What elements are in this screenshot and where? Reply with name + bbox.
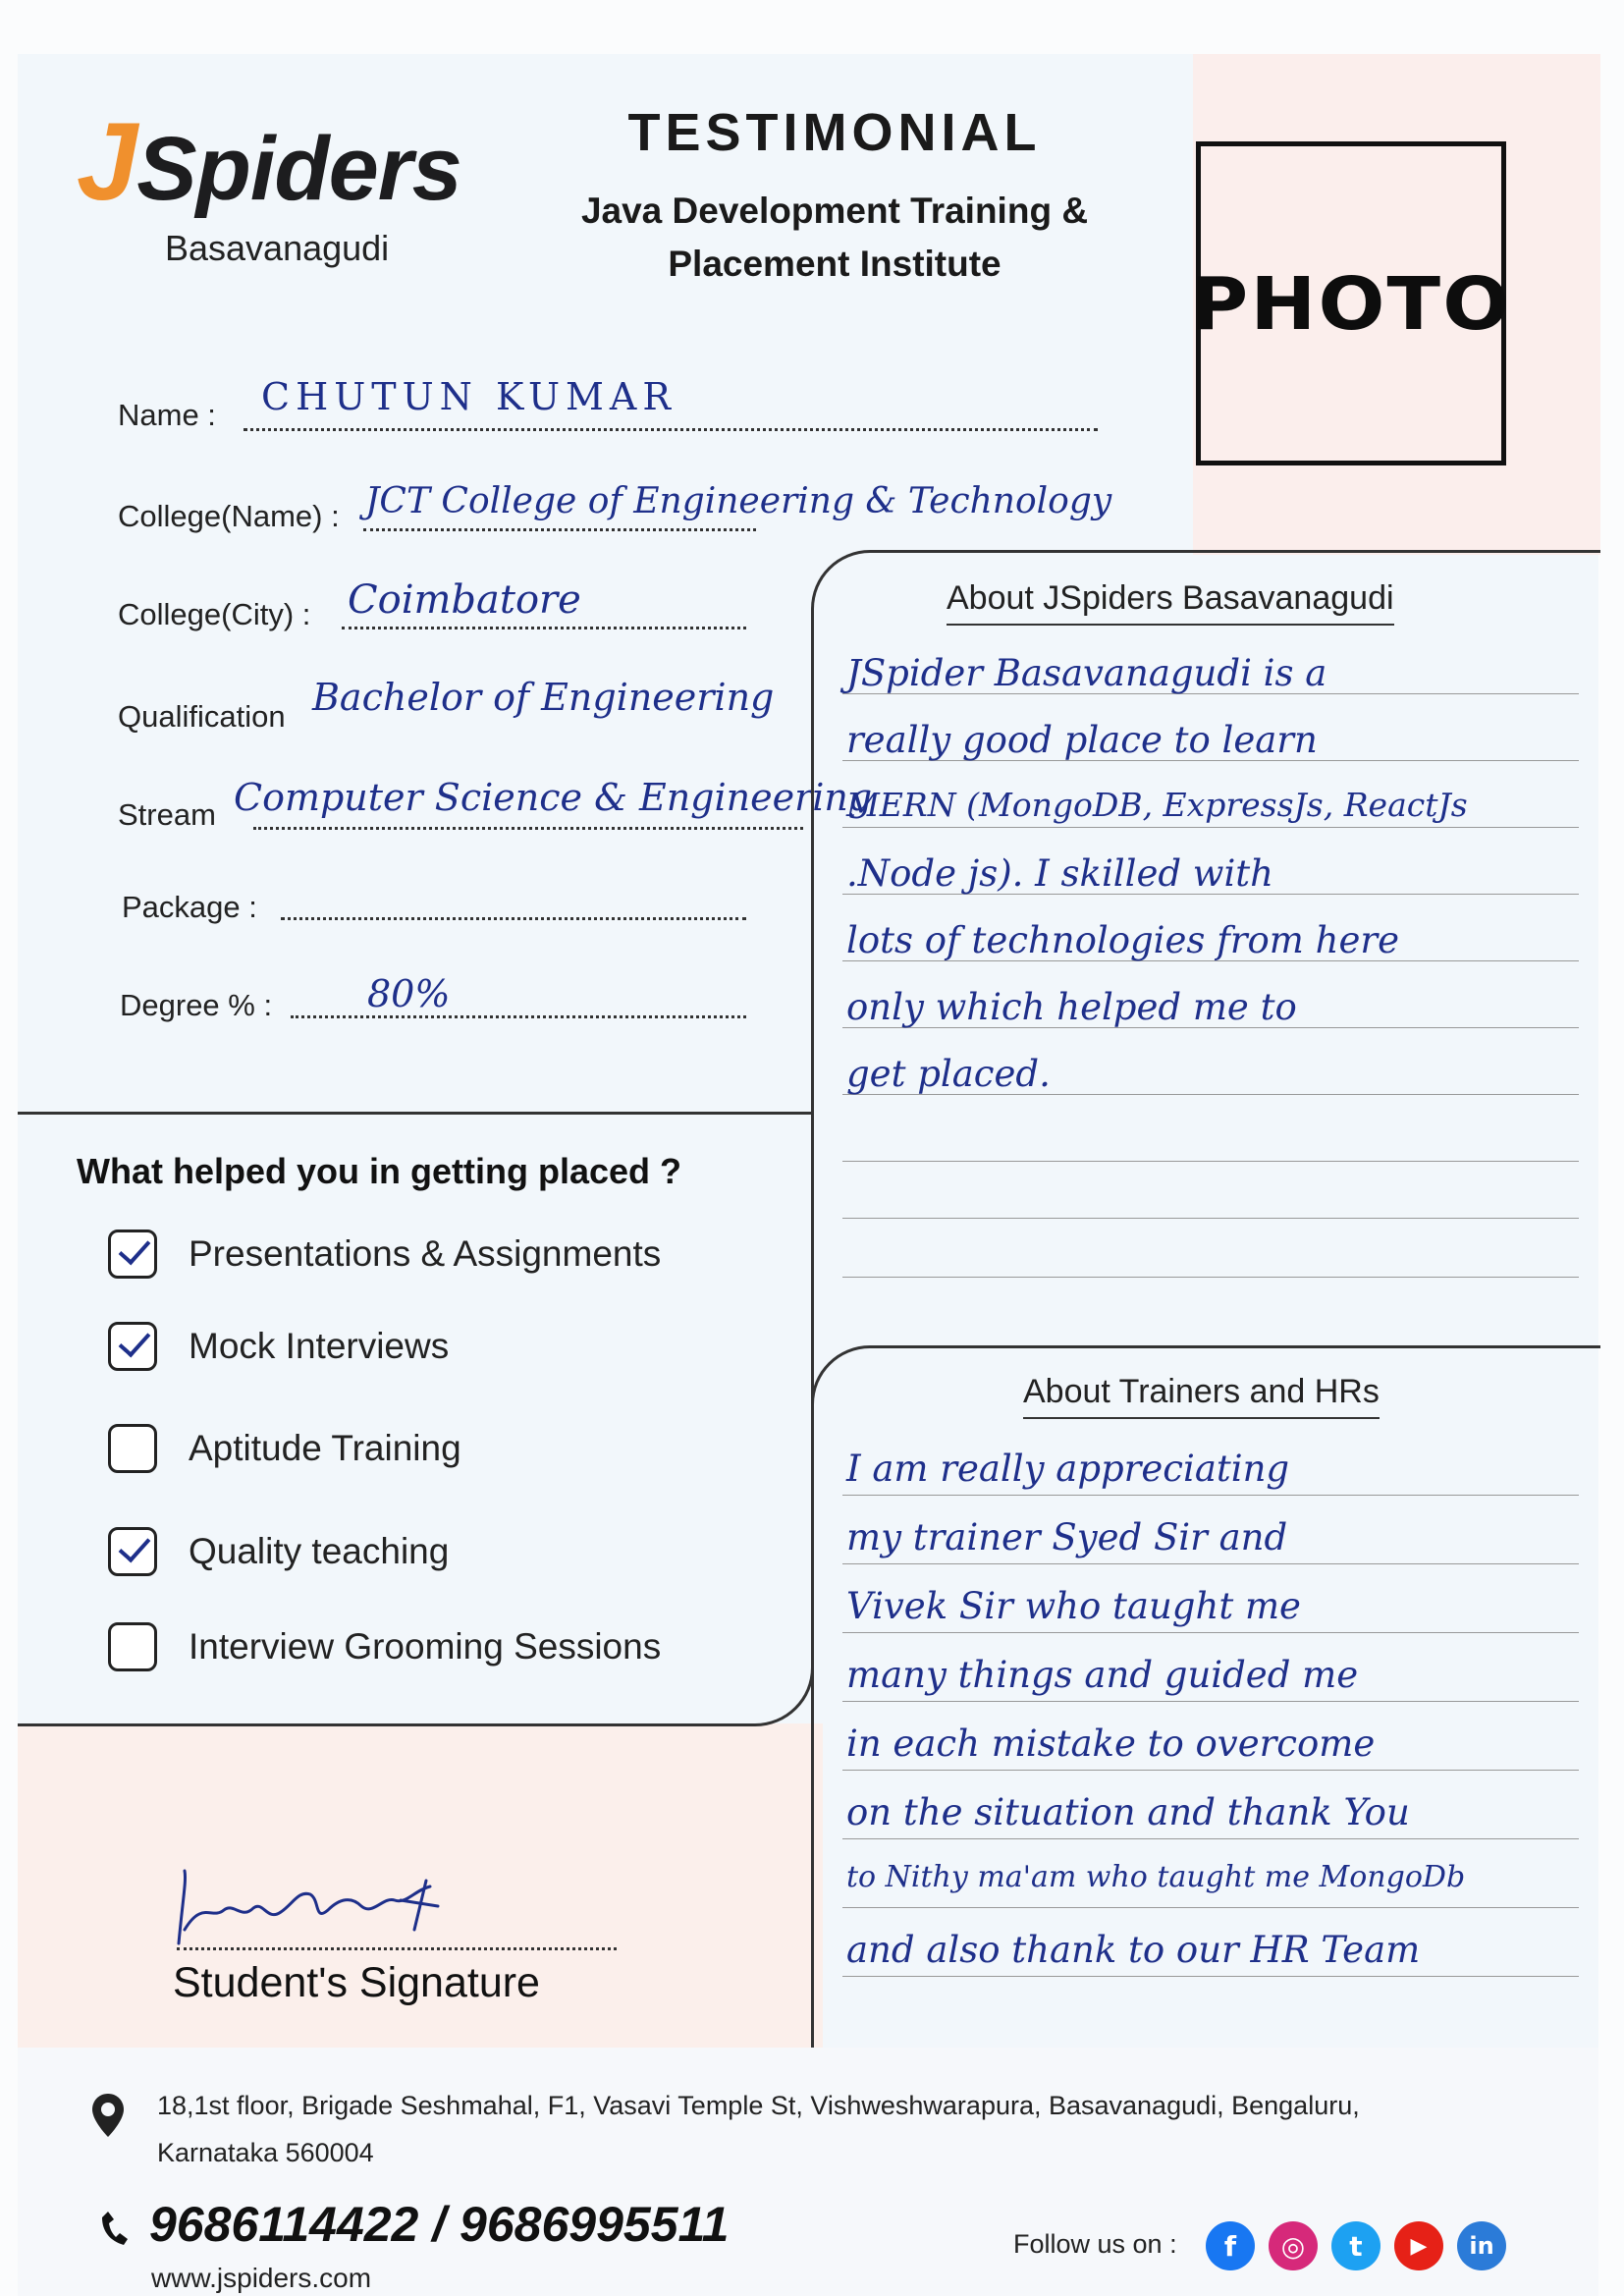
- about-trainers-title: About Trainers and HRs: [1023, 1373, 1380, 1419]
- signature-dotted-line: [177, 1947, 617, 1950]
- photo-placeholder: [1190, 141, 1512, 465]
- signature-label: Student's Signature: [173, 1959, 540, 2006]
- writing-rule: [842, 1277, 1579, 1278]
- writing-rule: [842, 1907, 1579, 1908]
- about-jspiders-line: really good place to learn: [846, 719, 1318, 761]
- stream-label: Stream: [118, 797, 216, 832]
- about-jspiders-line: get placed.: [846, 1053, 1051, 1095]
- option-quality-teaching[interactable]: [108, 1527, 449, 1576]
- about-jspiders-title: About JSpiders Basavanagudi: [947, 579, 1394, 626]
- college-name-value: JCT College of Engineering & Technology: [365, 481, 1112, 521]
- qualification-value: Bachelor of Engineering: [312, 676, 775, 719]
- page-title: TESTIMONIAL: [627, 103, 1042, 162]
- about-trainers-line: many things and guided me: [846, 1654, 1359, 1696]
- option-label: Mock Interviews: [189, 1326, 450, 1366]
- address-line: Karnataka 560004: [157, 2138, 374, 2167]
- package-label: Package :: [122, 890, 257, 924]
- writing-rule: [842, 1701, 1579, 1702]
- about-jspiders-line: only which helped me to: [846, 986, 1297, 1028]
- stream-dotted-line: [253, 827, 803, 830]
- writing-rule: [842, 1161, 1579, 1162]
- linkedin-icon[interactable]: in: [1457, 2221, 1506, 2270]
- name-value: CHUTUN KUMAR: [261, 375, 677, 418]
- photo-label: PHOTO: [1190, 262, 1512, 347]
- option-label: Aptitude Training: [189, 1428, 461, 1468]
- name-label: Name :: [118, 398, 216, 432]
- jspiders-logo: JSpiders: [77, 100, 461, 223]
- option-interview-grooming[interactable]: [108, 1622, 661, 1671]
- college-name-dotted-line: [363, 528, 756, 531]
- option-mock-interviews[interactable]: [108, 1322, 449, 1371]
- twitter-icon[interactable]: t: [1331, 2221, 1380, 2270]
- about-trainers-line: I am really appreciating: [846, 1448, 1290, 1490]
- phone-numbers[interactable]: 9686114422 / 9686995511: [149, 2197, 730, 2252]
- writing-rule: [842, 1563, 1579, 1564]
- checkbox[interactable]: [108, 1622, 157, 1671]
- name-dotted-line: [244, 428, 1098, 431]
- college-name-label: College(Name) :: [118, 499, 340, 533]
- option-label: Quality teaching: [189, 1531, 450, 1571]
- about-jspiders-line: MERN (MongoDB, ExpressJs, ReactJs: [846, 786, 1468, 824]
- student-signature-scrawl: [173, 1861, 448, 1949]
- page-subtitle: [511, 185, 1159, 291]
- about-jspiders-line: JSpider Basavanagudi is a: [846, 652, 1327, 694]
- check-mark-icon: [119, 1530, 151, 1563]
- writing-rule: [842, 1770, 1579, 1771]
- facebook-icon[interactable]: f: [1206, 2221, 1255, 2270]
- package-dotted-line: [281, 917, 746, 920]
- college-city-label: College(City) :: [118, 597, 311, 631]
- qualification-label: Qualification: [118, 699, 286, 734]
- follow-label: Follow us on :: [1013, 2229, 1177, 2259]
- checkbox[interactable]: [108, 1230, 157, 1279]
- branch-name: Basavanagudi: [165, 228, 390, 268]
- about-trainers-line: Vivek Sir who taught me: [846, 1585, 1301, 1627]
- about-trainers-line: to Nithy ma'am who taught me MongoDb: [846, 1860, 1466, 1894]
- option-label: Presentations & Assignments: [189, 1233, 662, 1274]
- stream-value: Computer Science & Engineering: [234, 776, 873, 819]
- subtitle-line: Java Development Training &: [580, 191, 1089, 231]
- option-aptitude-training[interactable]: [108, 1424, 461, 1473]
- address: [157, 2082, 1532, 2176]
- degree-label: Degree % :: [120, 988, 273, 1022]
- college-city-value: Coimbatore: [348, 577, 581, 623]
- checkbox[interactable]: [108, 1527, 157, 1576]
- option-label: Interview Grooming Sessions: [189, 1626, 662, 1667]
- about-trainers-line: my trainer Syed Sir and: [846, 1516, 1288, 1558]
- placement-question: What helped you in getting placed ?: [77, 1151, 682, 1191]
- phone-icon: [98, 2208, 130, 2247]
- writing-rule: [842, 1218, 1579, 1219]
- writing-rule: [842, 827, 1579, 828]
- checkbox[interactable]: [108, 1322, 157, 1371]
- address-line: 18,1st floor, Brigade Seshmahal, F1, Vasavi Temple St, Vishweshwarapura, Basavanagudi, Bengaluru,: [157, 2091, 1360, 2120]
- subtitle-line: Placement Institute: [668, 244, 1001, 284]
- about-jspiders-line: lots of technologies from here: [846, 919, 1399, 961]
- about-jspiders-line: .Node js). I skilled with: [846, 852, 1274, 895]
- location-pin-icon: [90, 2092, 126, 2139]
- degree-dotted-line: [291, 1015, 746, 1018]
- about-trainers-line: and also thank to our HR Team: [846, 1929, 1421, 1971]
- check-mark-icon: [119, 1232, 151, 1266]
- degree-value: 80%: [367, 972, 451, 1015]
- check-mark-icon: [119, 1325, 151, 1358]
- college-city-dotted-line: [342, 627, 746, 629]
- writing-rule: [842, 1838, 1579, 1839]
- option-presentations[interactable]: [108, 1230, 661, 1279]
- youtube-icon[interactable]: ▶: [1394, 2221, 1443, 2270]
- about-trainers-line: on the situation and thank You: [846, 1791, 1410, 1833]
- writing-rule: [842, 1495, 1579, 1496]
- writing-rule: [842, 1976, 1579, 1977]
- website-link[interactable]: www.jspiders.com: [151, 2263, 372, 2293]
- checkbox[interactable]: [108, 1424, 157, 1473]
- instagram-icon[interactable]: ◎: [1269, 2221, 1318, 2270]
- about-trainers-line: in each mistake to overcome: [846, 1722, 1376, 1765]
- writing-rule: [842, 1632, 1579, 1633]
